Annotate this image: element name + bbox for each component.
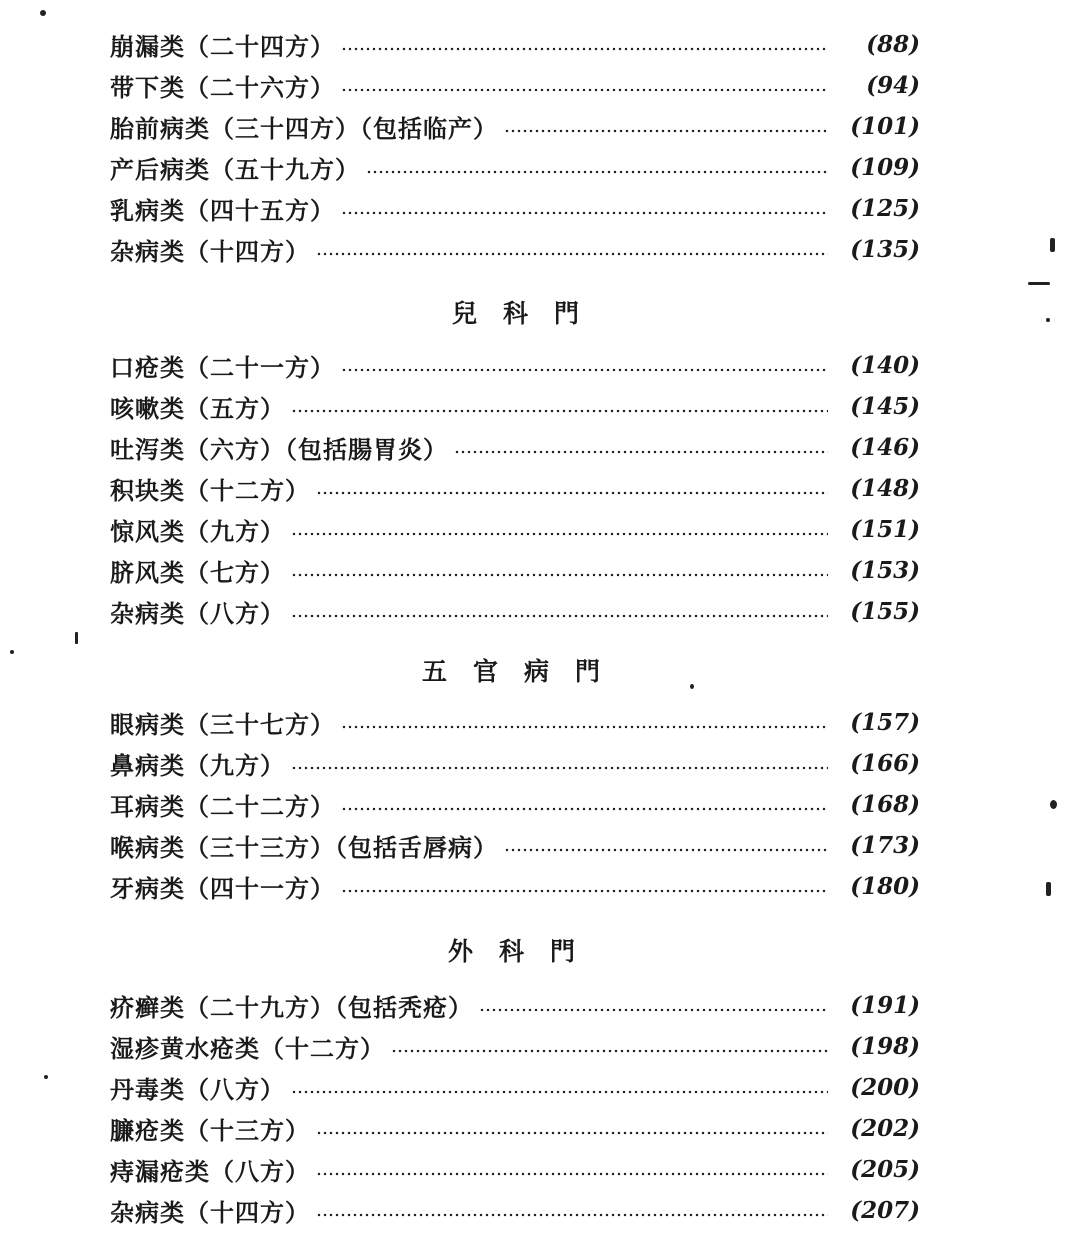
toc-entry[interactable]: [110, 702, 920, 743]
dot-leader: [341, 46, 828, 52]
dot-leader: [341, 806, 828, 812]
dot-leader: [504, 847, 828, 853]
toc-entry[interactable]: [110, 345, 920, 386]
entry-label: 丹毒类（八方）: [110, 1075, 285, 1104]
entry-label: 杂病类（八方）: [110, 599, 285, 628]
toc-entry[interactable]: [110, 825, 920, 866]
dot-leader: [316, 251, 828, 257]
toc-entry[interactable]: [110, 106, 920, 147]
entry-label: 眼病类（三十七方）: [110, 710, 335, 739]
entry-page-number: (202): [850, 1115, 920, 1142]
entry-label: 疥癣类（二十九方）（包括秃疮）: [110, 993, 473, 1022]
toc-entry[interactable]: [110, 550, 920, 591]
toc-entry[interactable]: [110, 188, 920, 229]
dot-leader: [291, 1089, 828, 1095]
dot-leader: [366, 169, 828, 175]
dot-leader: [391, 1048, 828, 1054]
entry-page-number: (198): [850, 1033, 920, 1060]
toc-entry[interactable]: [110, 427, 920, 468]
entry-label: 口疮类（二十一方）: [110, 353, 335, 382]
entry-label: 乳病类（四十五方）: [110, 196, 335, 225]
scan-speck: [10, 650, 14, 654]
scan-speck: [75, 632, 78, 644]
entry-page-number: (207): [850, 1197, 920, 1224]
entry-page-number: (200): [850, 1074, 920, 1101]
entry-page-number: (155): [850, 598, 920, 625]
entry-label: 鼻病类（九方）: [110, 751, 285, 780]
entry-page-number: (153): [850, 557, 920, 584]
toc-entry[interactable]: [110, 229, 920, 270]
scan-speck: [1028, 282, 1050, 285]
toc-entry[interactable]: [110, 866, 920, 907]
dot-leader: [291, 531, 828, 537]
toc-entry[interactable]: [110, 743, 920, 784]
toc-entry[interactable]: [110, 1108, 920, 1149]
section-heading-surgery: 外科門: [448, 937, 602, 966]
entry-label: 杂病类（十四方）: [110, 237, 310, 266]
toc-entry[interactable]: [110, 1026, 920, 1067]
entry-page-number: (173): [850, 832, 920, 859]
entry-page-number: (146): [850, 434, 920, 461]
toc-section-surgery: [110, 985, 920, 1231]
toc-entry[interactable]: [110, 147, 920, 188]
dot-leader: [316, 1130, 828, 1136]
entry-page-number: (94): [866, 72, 920, 99]
entry-label: 咳嗽类（五方）: [110, 394, 285, 423]
entry-page-number: (168): [850, 791, 920, 818]
scan-speck: [1050, 800, 1057, 809]
entry-page-number: (191): [850, 992, 920, 1019]
entry-label: 吐泻类（六方）（包括腸胃炎）: [110, 435, 448, 464]
dot-leader: [316, 1171, 828, 1177]
entry-page-number: (125): [850, 195, 920, 222]
entry-label: 喉病类（三十三方）（包括舌唇病）: [110, 833, 498, 862]
entry-page-number: (148): [850, 475, 920, 502]
entry-label: 带下类（二十六方）: [110, 73, 335, 102]
entry-page-number: (166): [850, 750, 920, 777]
entry-page-number: (101): [850, 113, 920, 140]
entry-label: 杂病类（十四方）: [110, 1198, 310, 1227]
dot-leader: [316, 490, 828, 496]
dot-leader: [291, 613, 828, 619]
entry-label: 臁疮类（十三方）: [110, 1116, 310, 1145]
scan-speck: [1050, 238, 1055, 252]
entry-page-number: (109): [850, 154, 920, 181]
dot-leader: [504, 128, 828, 134]
dot-leader: [341, 888, 828, 894]
scan-speck: [1046, 882, 1051, 896]
toc-entry[interactable]: [110, 1149, 920, 1190]
entry-page-number: (157): [850, 709, 920, 736]
dot-leader: [341, 210, 828, 216]
dot-leader: [479, 1007, 828, 1013]
toc-section-five-senses: [110, 702, 920, 907]
entry-label: 产后病类（五十九方）: [110, 155, 360, 184]
entry-page-number: (205): [850, 1156, 920, 1183]
entry-label: 惊风类（九方）: [110, 517, 285, 546]
toc-entry[interactable]: [110, 509, 920, 550]
toc-entry[interactable]: [110, 386, 920, 427]
toc-entry[interactable]: [110, 1190, 920, 1231]
entry-label: 牙病类（四十一方）: [110, 874, 335, 903]
dot-leader: [454, 449, 828, 455]
entry-label: 耳病类（二十二方）: [110, 792, 335, 821]
entry-page-number: (135): [850, 236, 920, 263]
toc-entry[interactable]: [110, 985, 920, 1026]
toc-entry[interactable]: [110, 468, 920, 509]
entry-label: 积块类（十二方）: [110, 476, 310, 505]
toc-entry[interactable]: [110, 784, 920, 825]
entry-page-number: (151): [850, 516, 920, 543]
entry-page-number: (145): [850, 393, 920, 420]
toc-entry[interactable]: [110, 65, 920, 106]
toc-section-pediatrics: [110, 345, 920, 632]
toc-entry[interactable]: [110, 591, 920, 632]
dot-leader: [291, 572, 828, 578]
toc-entry[interactable]: [110, 24, 920, 65]
entry-label: 崩漏类（二十四方）: [110, 32, 335, 61]
dot-leader: [291, 408, 828, 414]
entry-page-number: (180): [850, 873, 920, 900]
dot-leader: [341, 367, 828, 373]
section-heading-five-senses: 五官病門: [422, 657, 627, 686]
scan-speck: [44, 1075, 48, 1079]
entry-label: 湿疹黄水疮类（十二方）: [110, 1034, 385, 1063]
scan-speck: [40, 10, 46, 16]
entry-page-number: (88): [866, 31, 920, 58]
entry-label: 痔漏疮类（八方）: [110, 1157, 310, 1186]
scan-speck: [1046, 318, 1050, 322]
toc-section-gynecology: [110, 24, 920, 270]
dot-leader: [341, 724, 828, 730]
section-heading-pediatrics: 兒科門: [452, 299, 606, 328]
entry-page-number: (140): [850, 352, 920, 379]
entry-label: 脐风类（七方）: [110, 558, 285, 587]
dot-leader: [291, 765, 828, 771]
entry-label: 胎前病类（三十四方）（包括临产）: [110, 114, 498, 143]
dot-leader: [316, 1212, 828, 1218]
scan-speck: [690, 684, 694, 689]
toc-entry[interactable]: [110, 1067, 920, 1108]
dot-leader: [341, 87, 828, 93]
